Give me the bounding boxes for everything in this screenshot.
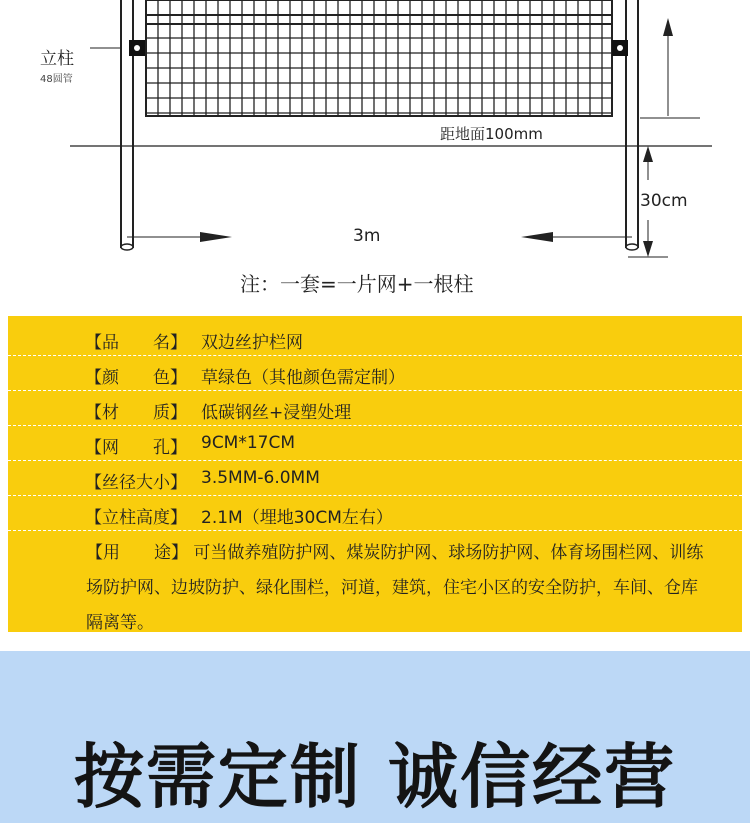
spec-row bbox=[8, 320, 742, 356]
spec-value: 低碳钢丝+浸塑处理 bbox=[201, 403, 352, 423]
spec-key: 【材 质】 bbox=[85, 403, 187, 423]
spec-key: 【品 名】 bbox=[85, 333, 187, 353]
slogan-text: 按需定制 诚信经营 bbox=[73, 736, 677, 818]
post-sublabel: 48圆管 bbox=[40, 74, 73, 85]
spec-key: 【丝径大小】 bbox=[85, 473, 187, 493]
burial-depth-label: 30cm bbox=[640, 191, 688, 211]
fence-diagram bbox=[0, 0, 750, 310]
slogan-banner bbox=[0, 651, 750, 823]
spec-row bbox=[8, 460, 742, 496]
spec-value: 草绿色（其他颜色需定制） bbox=[201, 368, 405, 388]
usage-key: 【用 途】 bbox=[86, 543, 188, 563]
spec-value: 双边丝护栏网 bbox=[201, 333, 303, 353]
spec-key: 【颜 色】 bbox=[85, 368, 187, 388]
spec-value: 9CM*17CM bbox=[201, 433, 296, 453]
ground-distance-label: 距地面100mm bbox=[440, 125, 543, 143]
spec-row bbox=[8, 495, 742, 531]
spec-key: 【网 孔】 bbox=[85, 438, 187, 458]
spec-row bbox=[8, 355, 742, 391]
spec-value: 3.5MM-6.0MM bbox=[201, 468, 320, 488]
spec-panel bbox=[8, 316, 742, 632]
usage-value: 可当做养殖防护网、煤炭防护网、球场防护网、体育场围栏网、训练场防护网、边坡防护、绿化围栏，河道，建筑，住宅小区的安全防护，车间、仓库隔离等。 bbox=[86, 543, 704, 633]
usage-text bbox=[86, 536, 706, 641]
spec-value: 2.1M（埋地30CM左右） bbox=[201, 508, 393, 528]
post-label: 立柱 bbox=[40, 49, 74, 69]
span-length-label: 3m bbox=[353, 226, 381, 246]
spec-key: 【立柱高度】 bbox=[85, 508, 187, 528]
spec-row bbox=[8, 390, 742, 426]
fence-drawing bbox=[0, 0, 750, 310]
spec-row bbox=[8, 425, 742, 461]
set-note: 注：一套=一片网+一根柱 bbox=[240, 272, 474, 296]
